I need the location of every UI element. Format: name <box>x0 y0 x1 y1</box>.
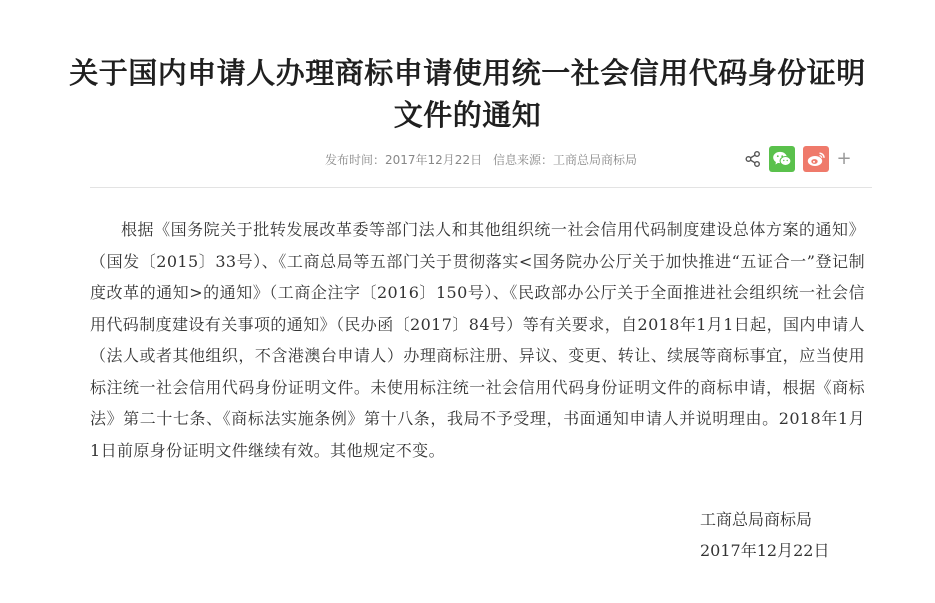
wechat-icon[interactable] <box>769 146 795 172</box>
signature-org: 工商总局商标局 <box>700 510 813 529</box>
info-source: 信息来源：工商总局商标局 <box>493 153 638 167</box>
share-icon[interactable] <box>740 146 766 172</box>
header-divider <box>90 187 872 188</box>
signature-date: 2017年12月22日 <box>700 541 830 560</box>
weibo-icon[interactable] <box>803 146 829 172</box>
publish-time: 发布时间：2017年12月22日 <box>325 153 483 167</box>
plus-icon[interactable]: + <box>836 148 852 169</box>
page-title: 关于国内申请人办理商标申请使用统一社会信用代码身份证明文件的通知 <box>69 56 866 132</box>
notice-body: 根据《国务院关于批转发展改革委等部门法人和其他组织统一社会信用代码制度建设总体方案的通知》（国发〔2015〕33号）、《工商总局等五部门关于贯彻落实<国务院办公厅关于加快推进“五证合一”登记制度改革的通知>的通知》（工商企注字〔2016〕150号）、《民政部办公厅关于全面推进社会组织统一社会信用代码制度建设有关事项的通知》（民办函〔2017〕84号）等有关要求，自2018年1月1日起，国内申请人（法人或者其他组织，不含港澳台申请人）办理商标注册、异议、变更、转让、续展等商标事宜，应当使用标注统一社会信用代码身份证明文件。未使用标注统一社会信用代码身份证明文件的商标申请，根据《商标法》第二十七条、《商标法实施条例》第十八条，我局不予受理，书面通知申请人并说明理由。2018年1月1日前原身份证明文件继续有效。其他规定不变。 <box>90 220 865 460</box>
